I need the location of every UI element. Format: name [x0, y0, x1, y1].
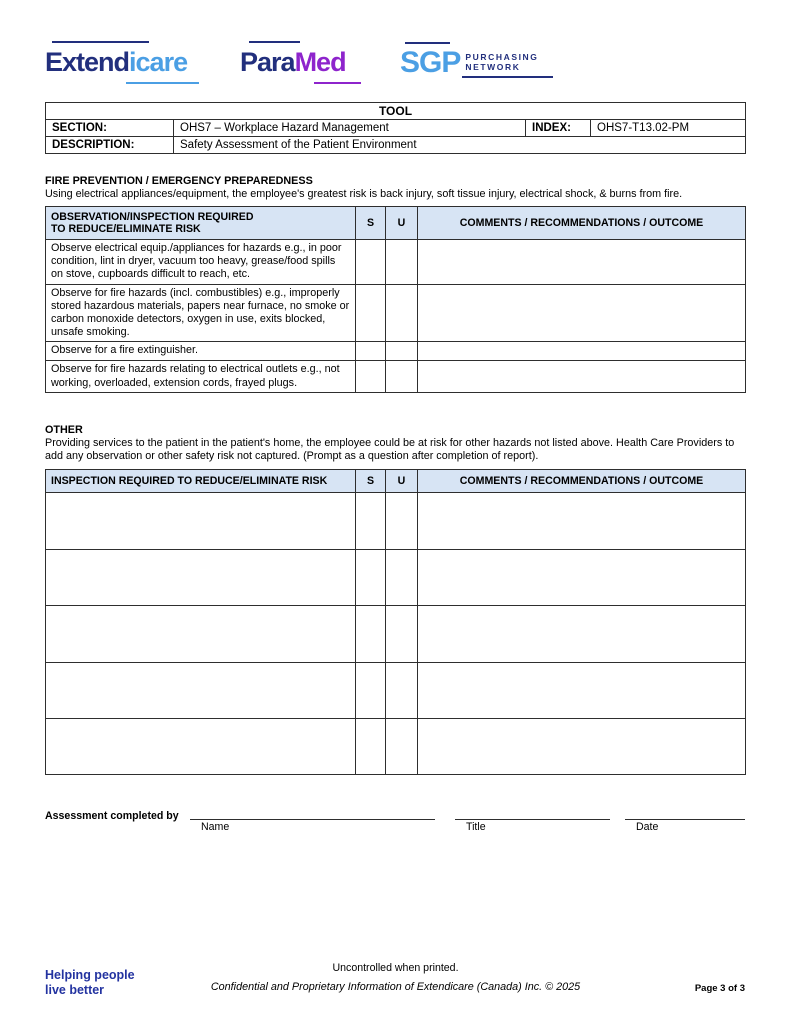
section-label: SECTION: [46, 120, 174, 137]
fire-observation-cell: Observe for fire hazards (incl. combustibles) e.g., improperly stored hazardous materials, papers near furnace, no smoke or carbon monoxide detectors, oxygen in use, exits blocked, unsafe smoking. [46, 284, 356, 342]
other-s-cell[interactable] [356, 662, 386, 718]
sgp-stack-line1: PURCHASING [465, 51, 539, 62]
tool-section-row [46, 120, 746, 137]
other-inspection-cell[interactable] [46, 493, 356, 549]
footer-tagline-line2: live better [45, 982, 105, 997]
tool-description-row [46, 137, 746, 154]
signature-title-field [455, 804, 610, 833]
paramed-wordmark-part2: Med [294, 47, 346, 77]
logo-row [45, 39, 745, 86]
footer-uncontrolled-note: Uncontrolled when printed. [332, 962, 459, 974]
page-content [45, 0, 745, 834]
fire-observation-cell: Observe for fire hazards relating to electrical outlets e.g., not working, overloaded, extension cords, frayed plugs. [46, 361, 356, 393]
other-table-body [46, 493, 746, 775]
other-comments-cell[interactable] [418, 493, 746, 549]
fire-comments-cell[interactable] [418, 284, 746, 342]
other-s-header: S [356, 470, 386, 493]
paramed-logo [240, 39, 346, 86]
footer-page-number: Page 3 of 3 [694, 983, 745, 994]
fire-table-row [46, 361, 746, 393]
other-table-row [46, 606, 746, 662]
extendicare-wordmark-part1: Extend [45, 47, 130, 77]
other-comments-cell[interactable] [418, 549, 746, 605]
fire-observation-header [46, 207, 356, 240]
signature-name-caption: Name [201, 821, 230, 834]
other-inspection-cell[interactable] [46, 549, 356, 605]
fire-comments-cell[interactable] [418, 342, 746, 361]
fire-u-header: U [386, 207, 418, 240]
extendicare-logo [45, 39, 187, 86]
other-s-cell[interactable] [356, 549, 386, 605]
signature-name-field [190, 804, 435, 833]
sgp-logo [400, 39, 539, 86]
fire-table [45, 206, 746, 393]
other-s-cell[interactable] [356, 493, 386, 549]
fire-observation-header-line1: OBSERVATION/INSPECTION REQUIRED [51, 211, 254, 223]
tool-title: TOOL [46, 103, 746, 120]
signature-name-line[interactable] [190, 804, 435, 820]
sgp-stack-line2: NETWORK [465, 61, 521, 72]
fire-s-header: S [356, 207, 386, 240]
fire-table-row [46, 342, 746, 361]
fire-table-row [46, 284, 746, 342]
other-inspection-cell[interactable] [46, 606, 356, 662]
other-u-cell[interactable] [386, 662, 418, 718]
sgp-logo-rule-bottom [462, 76, 553, 78]
paramed-logo-rule-bottom [314, 82, 361, 84]
description-label: DESCRIPTION: [46, 137, 174, 154]
tool-header-table [45, 102, 746, 154]
fire-u-cell[interactable] [386, 284, 418, 342]
paramed-wordmark-part1: Para [240, 47, 295, 77]
fire-s-cell[interactable] [356, 342, 386, 361]
extendicare-logo-rule-bottom [126, 82, 199, 84]
other-table-row [46, 662, 746, 718]
sgp-stack [465, 52, 538, 74]
extendicare-wordmark-part2: icare [129, 47, 188, 77]
fire-s-cell[interactable] [356, 284, 386, 342]
other-u-header: U [386, 470, 418, 493]
signature-title-line[interactable] [455, 804, 610, 820]
signature-date-caption: Date [636, 821, 659, 834]
signature-block [45, 804, 745, 834]
footer-confidential-note: Confidential and Proprietary Information of Extendicare (Canada) Inc. © 2025 [210, 981, 581, 993]
other-inspection-cell[interactable] [46, 662, 356, 718]
fire-s-cell[interactable] [356, 240, 386, 285]
other-section-intro: Providing services to the patient in the patient's home, the employee could be at risk for other hazards not listed above. Health Care Providers to add any observation or other safety risk not captured. (Prompt as a question after completion of report). [45, 437, 735, 463]
other-table-row [46, 549, 746, 605]
extendicare-wordmark [45, 39, 187, 86]
index-value: OHS7-T13.02-PM [591, 120, 746, 137]
fire-observation-header-line2: TO REDUCE/ELIMINATE RISK [51, 223, 201, 235]
fire-table-header-row [46, 207, 746, 240]
other-u-cell[interactable] [386, 493, 418, 549]
other-u-cell[interactable] [386, 718, 418, 774]
other-table-row [46, 718, 746, 774]
tool-title-row [46, 103, 746, 120]
other-section-heading: OTHER [45, 424, 83, 437]
section-value: OHS7 – Workplace Hazard Management [174, 120, 526, 137]
fire-comments-header: COMMENTS / RECOMMENDATIONS / OUTCOME [418, 207, 746, 240]
other-table [45, 469, 746, 775]
other-s-cell[interactable] [356, 606, 386, 662]
extendicare-logo-rule-top [52, 41, 149, 43]
signature-date-line[interactable] [625, 804, 745, 820]
description-value: Safety Assessment of the Patient Environment [174, 137, 746, 154]
paramed-logo-rule-top [249, 41, 300, 43]
paramed-wordmark [240, 39, 346, 86]
other-inspection-cell[interactable] [46, 718, 356, 774]
index-label: INDEX: [526, 120, 591, 137]
footer-tagline-line1: Helping people [45, 968, 135, 982]
fire-u-cell[interactable] [386, 361, 418, 393]
fire-section-heading: FIRE PREVENTION / EMERGENCY PREPAREDNESS [45, 175, 313, 187]
other-u-cell[interactable] [386, 606, 418, 662]
other-s-cell[interactable] [356, 718, 386, 774]
fire-u-cell[interactable] [386, 342, 418, 361]
fire-comments-cell[interactable] [418, 240, 746, 285]
fire-observation-cell: Observe for a fire extinguisher. [46, 342, 356, 361]
other-table-header-row [46, 470, 746, 493]
sgp-logo-rule-top [405, 42, 450, 44]
assessment-completed-by-label: Assessment completed by [45, 810, 179, 823]
other-comments-cell[interactable] [418, 606, 746, 662]
other-comments-cell[interactable] [418, 718, 746, 774]
signature-date-field [625, 804, 745, 833]
other-comments-cell[interactable] [418, 662, 746, 718]
fire-u-cell[interactable] [386, 240, 418, 285]
fire-observation-cell: Observe electrical equip./appliances for hazards e.g., in poor condition, lint in dryer, vacuum too heavy, grease/food spills on stove, cupboards difficult to reach, etc. [46, 240, 356, 285]
fire-comments-cell[interactable] [418, 361, 746, 393]
fire-s-cell[interactable] [356, 361, 386, 393]
sgp-wordmark: SGP [400, 46, 461, 79]
signature-title-caption: Title [466, 821, 486, 834]
other-inspection-header: INSPECTION REQUIRED TO REDUCE/ELIMINATE RISK [46, 470, 356, 493]
other-u-cell[interactable] [386, 549, 418, 605]
other-comments-header: COMMENTS / RECOMMENDATIONS / OUTCOME [418, 470, 746, 493]
fire-section-intro: Using electrical appliances/equipment, the employee's greatest risk is back injury, soft tissue injury, electrical shock, & burns from fire. [45, 188, 683, 200]
other-table-row [46, 493, 746, 549]
fire-table-row [46, 240, 746, 285]
